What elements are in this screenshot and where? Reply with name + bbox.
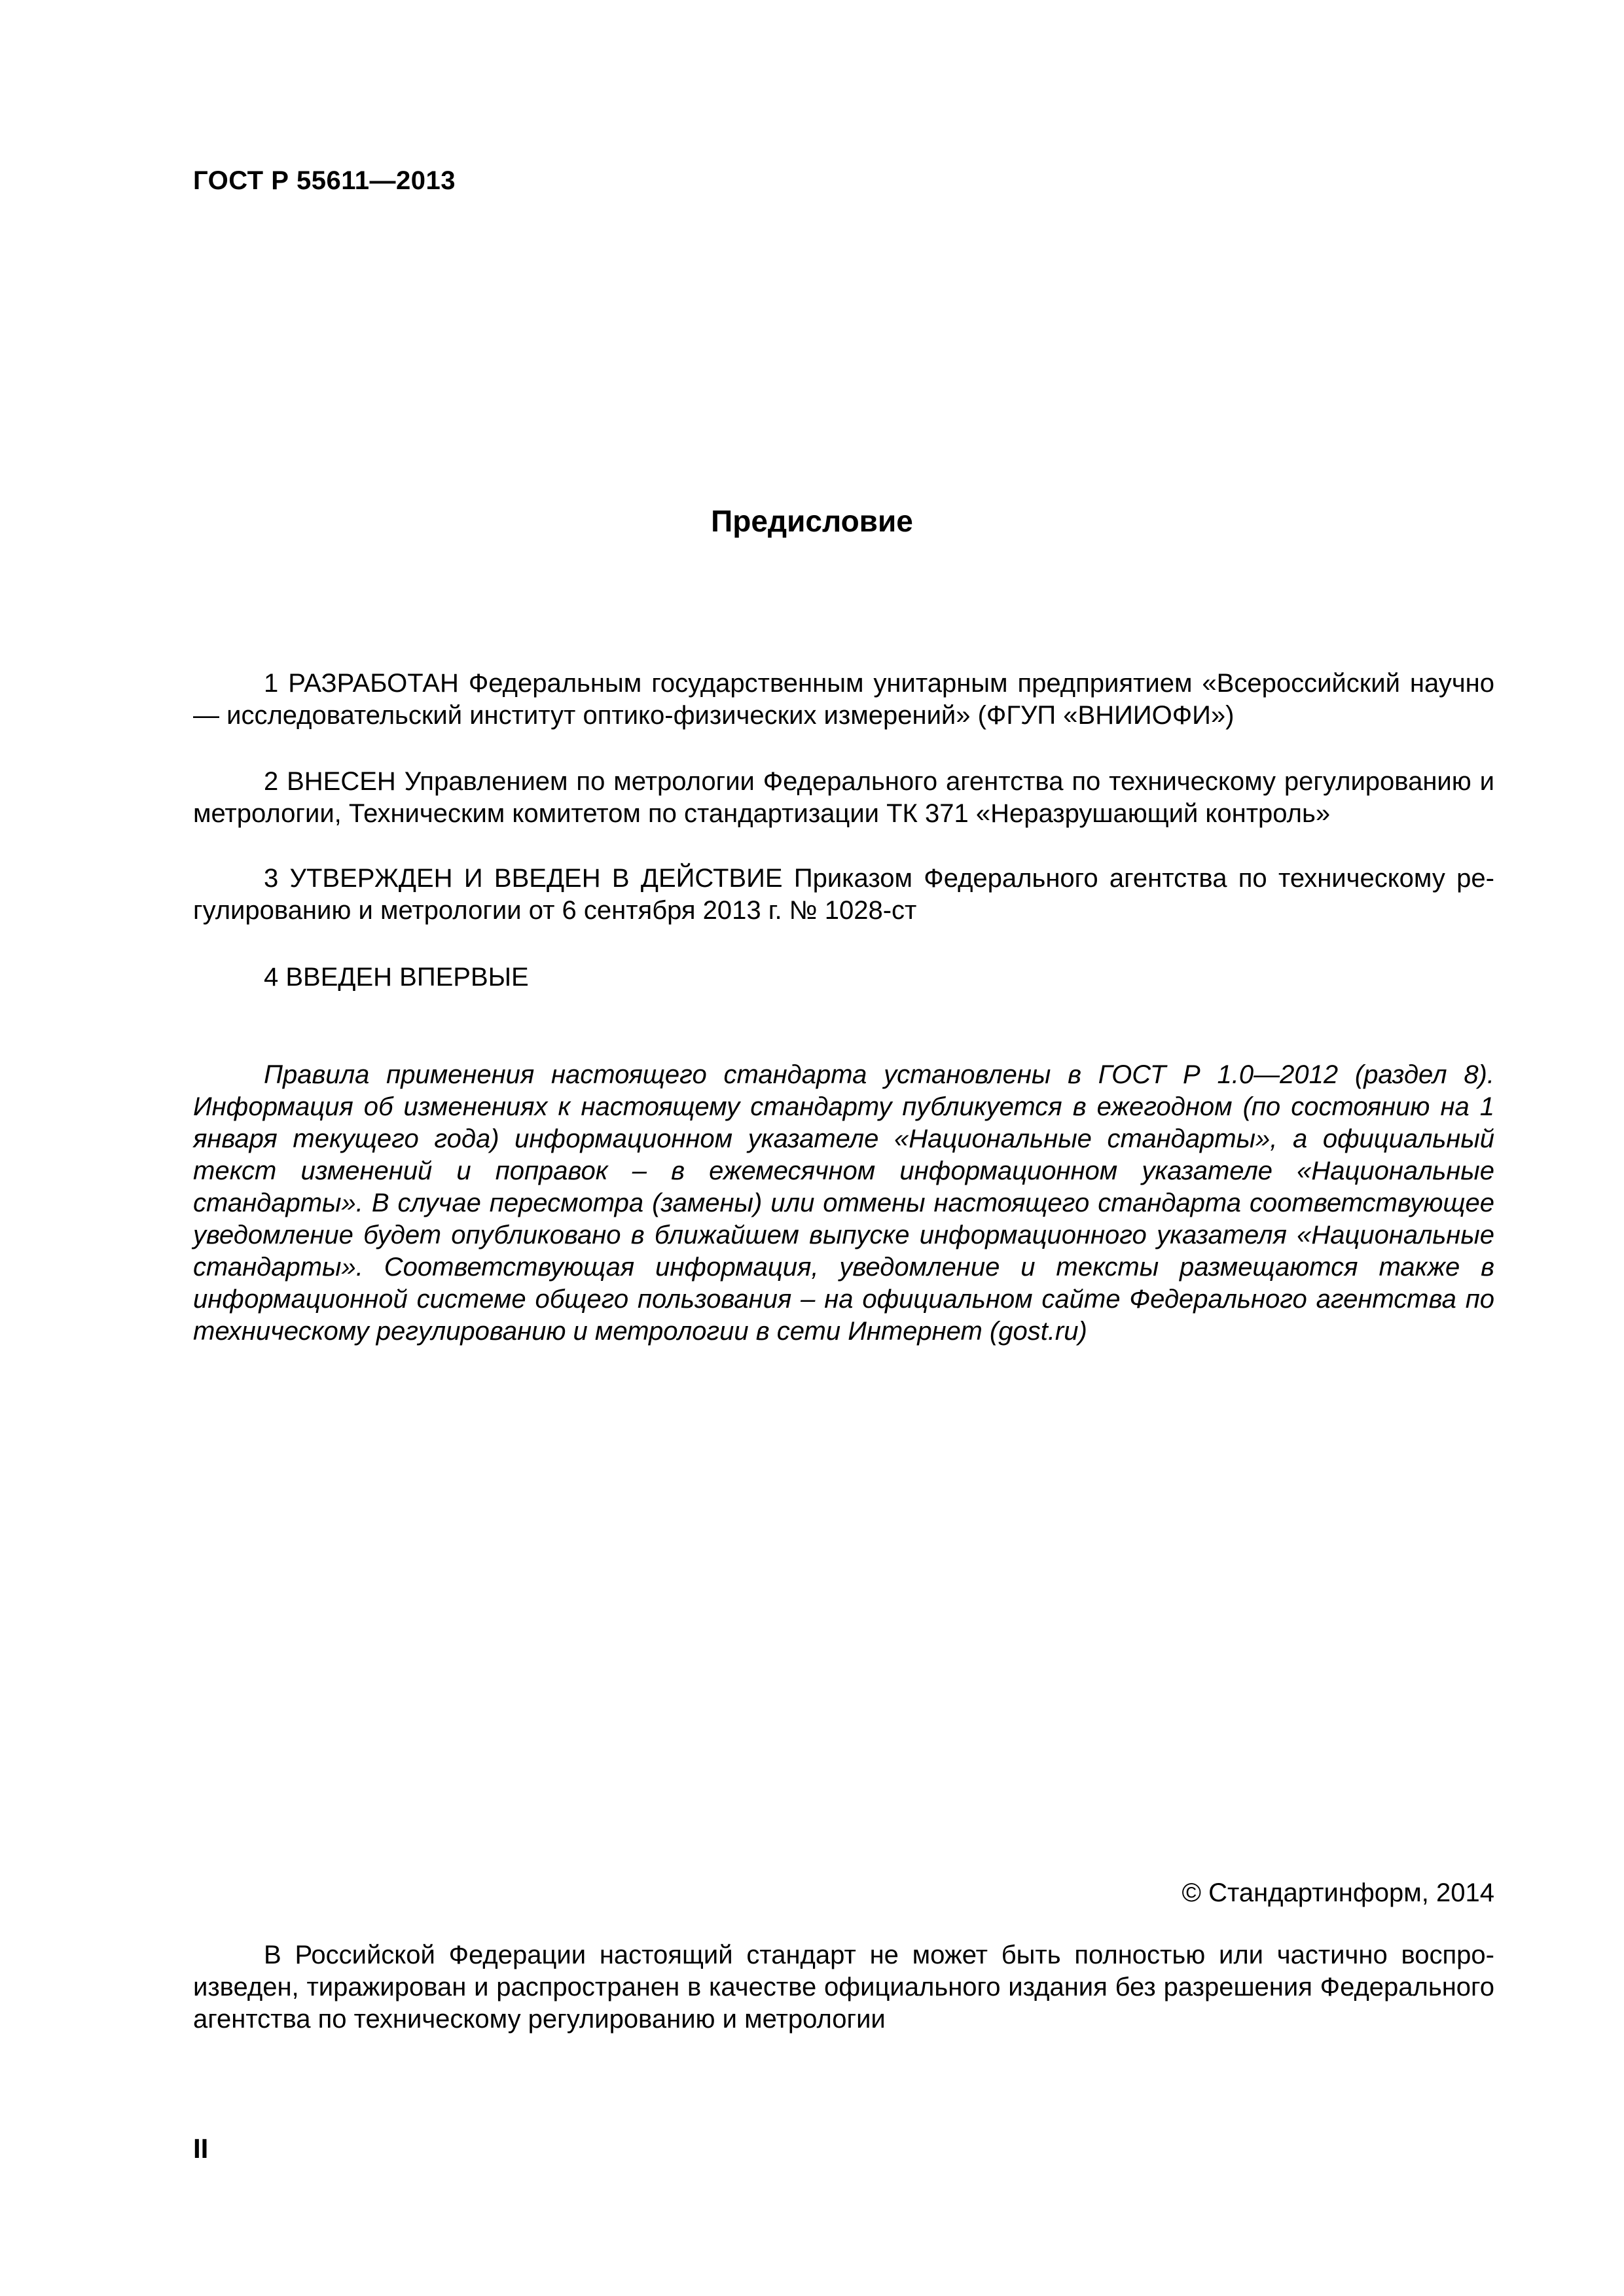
page-title: Предисловие <box>711 504 913 538</box>
copyright-notice: © Стандартинформ, 2014 <box>1182 1878 1494 1907</box>
rights-text: В Российской Федерации настоящий стандарт не может быть полностью или частично воспроизведен, тиражирован и распространен в качестве официального издания без разрешения Федерального агентства по техническому регулированию и метрологии <box>193 1941 1494 2034</box>
reproduction-rights <box>193 1939 1494 2036</box>
paragraph-text: 3 УТВЕРЖДЕН И ВВЕДЕН В ДЕЙСТВИЕ Приказом Федерального агентства по техническому регулированию и метрологии от 6 сентября 2013 г. № 1028-ст <box>193 864 1494 925</box>
paragraph-approved <box>193 863 1494 927</box>
paragraph-text: 1 РАЗРАБОТАН Федеральным государственным унитарным предприятием «Всероссийский научно — исследовательский институт оптико-физических измерений» (ФГУП «ВНИИОФИ») <box>193 669 1494 730</box>
document-header: ГОСТ Р 55611—2013 <box>193 166 456 195</box>
application-rules-note <box>193 1059 1494 1348</box>
note-text: Правила применения настоящего стандарта установлены в ГОСТ Р 1.0—2012 (раздел 8). Информация об изменениях к настоящему стандарту публикуется в ежегодном (по состоянию на 1 января текущего года) информационном указателе «Национальные стандарты», а официальный текст изменений и поправок – в ежемесячном информационном указателе «Национальные стандарты». В случае пересмотра (замены) или отмены настоящего стандарта соответствующее уведомление будет опубликовано в ближайшем выпуске информационного указателя «Национальные стандарты». Соответствующая информация, уведомление и тексты размещаются также в информационной системе общего пользования – на официальном сайте Федерального агентства по техническому регулированию и метрологии в сети Интернет (gost.ru) <box>193 1060 1494 1346</box>
paragraph-first-introduced <box>193 961 1494 994</box>
paragraph-text: 2 ВНЕСЕН Управлением по метрологии Федерального агентства по техническому регулированию и метрологии, Техническим комитетом по стандартизации ТК 371 «Неразрушающий контроль» <box>193 767 1494 828</box>
paragraph-text: 4 ВВЕДЕН ВПЕРВЫЕ <box>264 963 529 992</box>
page-number: II <box>193 2133 209 2164</box>
paragraph-introduced-by <box>193 766 1494 830</box>
paragraph-developed-by <box>193 668 1494 732</box>
